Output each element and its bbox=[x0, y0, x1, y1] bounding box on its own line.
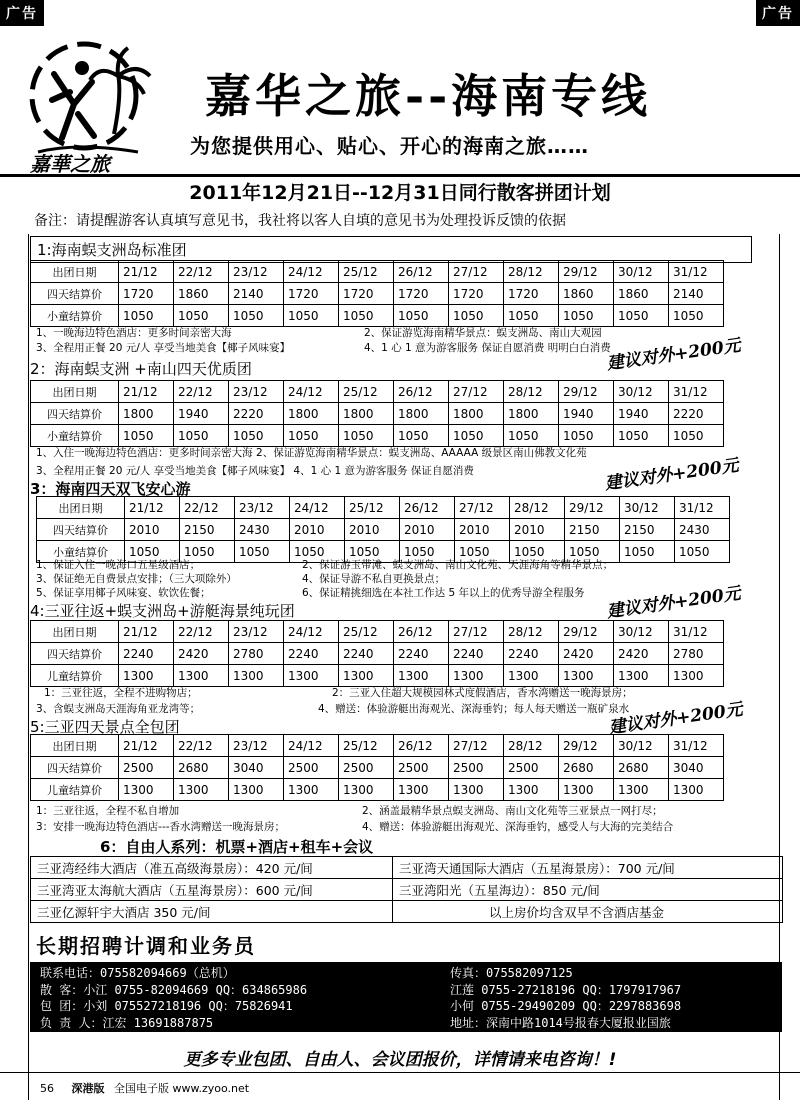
table-cell: 1720 bbox=[394, 283, 449, 305]
table-cell: 1050 bbox=[394, 305, 449, 327]
table-cell: 2500 bbox=[339, 757, 394, 779]
table-cell: 2420 bbox=[614, 643, 669, 665]
table-cell: 23/12 bbox=[229, 381, 284, 403]
table-cell: 1050 bbox=[339, 425, 394, 447]
table-cell: 1050 bbox=[449, 305, 504, 327]
row-header: 出团日期 bbox=[31, 261, 119, 283]
table-cell: 1050 bbox=[559, 425, 614, 447]
table-cell: 1300 bbox=[559, 779, 614, 801]
price-table-2 bbox=[30, 380, 724, 447]
table-cell: 23/12 bbox=[229, 621, 284, 643]
table-cell: 1300 bbox=[449, 779, 504, 801]
table-cell: 29/12 bbox=[559, 261, 614, 283]
table-cell: 2010 bbox=[125, 519, 180, 541]
section-4-note: 4、赠送：体验游艇出海观光、深海垂钓；每人每天赠送一瓶矿泉水 bbox=[318, 703, 630, 715]
table-cell: 2420 bbox=[174, 643, 229, 665]
table-cell: 1050 bbox=[675, 541, 730, 563]
table-cell: 1050 bbox=[284, 425, 339, 447]
section-2-note: 3、全程用正餐 20 元/人 享受当地美食【椰子风味宴】 4、1 心 1 意为游客服务 保证自愿消费 bbox=[36, 465, 474, 477]
footer-cta: 更多专业包团、自由人、会议团报价，详情请来电咨询！! bbox=[183, 1050, 617, 1070]
table-cell: 2780 bbox=[669, 643, 724, 665]
table-cell: 28/12 bbox=[504, 735, 559, 757]
table-cell: 1050 bbox=[559, 305, 614, 327]
row-header: 出团日期 bbox=[31, 621, 119, 643]
table-cell: 30/12 bbox=[614, 621, 669, 643]
table-cell: 2010 bbox=[455, 519, 510, 541]
price-row bbox=[37, 519, 730, 541]
hotel-cell: 三亚湾经纬大酒店（准五高级海景房）：420 元/间 bbox=[31, 857, 393, 879]
table-cell: 27/12 bbox=[449, 621, 504, 643]
section-6-title: 6：自由人系列：机票+酒店+租车+会议 bbox=[100, 838, 374, 856]
row-header: 四天结算价 bbox=[31, 643, 119, 665]
table-cell: 26/12 bbox=[394, 621, 449, 643]
page-number: 56 bbox=[40, 1082, 54, 1095]
table-cell: 2680 bbox=[174, 757, 229, 779]
hotel-row bbox=[31, 901, 783, 923]
price-table-5 bbox=[30, 734, 724, 801]
contact-left: 散 客：小江 0755-82094669 QQ：634865986 bbox=[40, 982, 308, 997]
table-cell: 28/12 bbox=[504, 621, 559, 643]
section-3-note: 2、保证游玉带滩、蜈支洲岛、南山文化苑、天涯海角等精华景点； bbox=[302, 559, 614, 571]
table-cell: 21/12 bbox=[125, 497, 180, 519]
table-cell: 24/12 bbox=[284, 621, 339, 643]
table-cell: 1050 bbox=[119, 305, 174, 327]
contact-row bbox=[40, 997, 772, 1014]
section-1-note: 4、1 心 1 意为游客服务 保证自愿消费 明明白白消费 bbox=[364, 342, 611, 354]
table-cell: 1050 bbox=[174, 425, 229, 447]
table-cell: 30/12 bbox=[614, 261, 669, 283]
table-cell: 1940 bbox=[614, 403, 669, 425]
table-cell: 1300 bbox=[174, 779, 229, 801]
contact-row bbox=[40, 981, 772, 998]
contact-right: 地址：深南中路1014号报春大厦报业国旅 bbox=[450, 1015, 671, 1030]
plan-title: 2011年12月21日--12月31日同行散客拼团计划 bbox=[189, 182, 611, 204]
table-cell: 1300 bbox=[284, 665, 339, 687]
table-cell: 2010 bbox=[290, 519, 345, 541]
row-header: 出团日期 bbox=[31, 381, 119, 403]
contact-right: 江莲 0755-27218196 QQ：1797917967 bbox=[450, 982, 682, 997]
table-cell: 1300 bbox=[394, 779, 449, 801]
hotel-row bbox=[31, 879, 783, 901]
page-subtitle: 为您提供用心、贴心、开心的海南之旅…… bbox=[190, 134, 589, 158]
table-cell: 26/12 bbox=[394, 381, 449, 403]
contact-row bbox=[40, 1014, 772, 1031]
section-3-title: 3：海南四天双飞安心游 bbox=[30, 480, 191, 498]
table-cell: 1800 bbox=[119, 403, 174, 425]
table-cell: 24/12 bbox=[284, 735, 339, 757]
table-cell: 1860 bbox=[614, 283, 669, 305]
table-cell: 1300 bbox=[559, 665, 614, 687]
section-5-note: 2、涵盖最精华景点蜈支洲岛、南山文化苑等三亚景点一网打尽； bbox=[362, 805, 663, 817]
table-cell: 1720 bbox=[284, 283, 339, 305]
table-cell: 2150 bbox=[565, 519, 620, 541]
table-cell: 1860 bbox=[559, 283, 614, 305]
table-cell: 1050 bbox=[614, 305, 669, 327]
table-cell: 1300 bbox=[449, 665, 504, 687]
table-cell: 1050 bbox=[504, 425, 559, 447]
date-row bbox=[31, 735, 724, 757]
ad-tag-right: 广告 bbox=[756, 0, 800, 26]
table-cell: 21/12 bbox=[119, 735, 174, 757]
table-cell: 2010 bbox=[345, 519, 400, 541]
table-cell: 2430 bbox=[675, 519, 730, 541]
table-cell: 2010 bbox=[510, 519, 565, 541]
hotel-table bbox=[30, 856, 783, 923]
price-stamp: 建议对外+200元 bbox=[607, 699, 744, 739]
section-5-note: 3：安排一晚海边特色酒店---香水湾赠送一晚海景房； bbox=[36, 821, 286, 833]
table-cell: 2780 bbox=[229, 643, 284, 665]
table-cell: 29/12 bbox=[559, 621, 614, 643]
table-cell: 1300 bbox=[614, 779, 669, 801]
price-row bbox=[31, 283, 724, 305]
table-cell: 28/12 bbox=[504, 381, 559, 403]
table-cell: 30/12 bbox=[614, 381, 669, 403]
table-cell: 22/12 bbox=[174, 735, 229, 757]
table-cell: 1800 bbox=[394, 403, 449, 425]
page-title: 嘉华之旅--海南专线 bbox=[205, 69, 652, 123]
table-cell: 1050 bbox=[174, 305, 229, 327]
table-cell: 31/12 bbox=[669, 381, 724, 403]
contact-row bbox=[40, 964, 772, 981]
table-cell: 1050 bbox=[449, 425, 504, 447]
table-cell: 1940 bbox=[559, 403, 614, 425]
page-footer bbox=[40, 1080, 249, 1096]
table-cell: 26/12 bbox=[400, 497, 455, 519]
section-5-title: 5:三亚四天景点全包团 bbox=[30, 718, 180, 736]
date-row bbox=[37, 497, 730, 519]
table-cell: 2240 bbox=[449, 643, 504, 665]
table-cell: 1050 bbox=[614, 425, 669, 447]
table-cell: 1050 bbox=[235, 541, 290, 563]
table-cell: 3040 bbox=[229, 757, 284, 779]
table-cell: 2500 bbox=[504, 757, 559, 779]
hotel-cell: 三亚湾阳光（五星海边）：850 元/间 bbox=[393, 879, 783, 901]
table-cell: 1050 bbox=[125, 541, 180, 563]
complaint-note: 备注：请提醒游客认真填写意见书，我社将以客人自填的意见书为处理投诉反馈的依据 bbox=[34, 213, 566, 229]
hotel-cell: 三亚湾亚太海航大酒店（五星海景房）：600 元/间 bbox=[31, 879, 393, 901]
table-cell: 23/12 bbox=[229, 735, 284, 757]
website-link[interactable]: 全国电子版 www.zyoo.net bbox=[114, 1082, 250, 1095]
table-cell: 31/12 bbox=[669, 735, 724, 757]
table-cell: 31/12 bbox=[675, 497, 730, 519]
table-cell: 1050 bbox=[510, 541, 565, 563]
table-cell: 1050 bbox=[669, 425, 724, 447]
table-cell: 25/12 bbox=[339, 261, 394, 283]
table-cell: 24/12 bbox=[284, 381, 339, 403]
table-cell: 30/12 bbox=[614, 735, 669, 757]
row-header: 小童结算价 bbox=[31, 305, 119, 327]
table-cell: 2680 bbox=[559, 757, 614, 779]
table-cell: 2240 bbox=[119, 643, 174, 665]
table-cell: 26/12 bbox=[394, 261, 449, 283]
table-cell: 24/12 bbox=[284, 261, 339, 283]
price-stamp: 建议对外+200元 bbox=[603, 455, 740, 495]
table-cell: 1300 bbox=[339, 665, 394, 687]
table-cell: 1300 bbox=[614, 665, 669, 687]
table-cell: 1940 bbox=[174, 403, 229, 425]
table-cell: 1300 bbox=[669, 779, 724, 801]
table-cell: 2240 bbox=[339, 643, 394, 665]
table-cell: 22/12 bbox=[180, 497, 235, 519]
contact-left: 包 团：小刘 075527218196 QQ：75826941 bbox=[40, 999, 293, 1013]
price-table-4 bbox=[30, 620, 724, 687]
table-cell: 29/12 bbox=[565, 497, 620, 519]
table-cell: 1300 bbox=[284, 779, 339, 801]
section-5-note: 4、赠送：体验游艇出海观光、深海垂钓，感受人与大海的完美结合 bbox=[362, 821, 674, 833]
contact-right: 传真：075582097125 bbox=[450, 966, 573, 980]
row-header: 四天结算价 bbox=[31, 757, 119, 779]
table-cell: 2680 bbox=[614, 757, 669, 779]
contact-left: 负 责 人：江宏 13691887875 bbox=[40, 1015, 214, 1030]
section-2-note: 1、入住一晚海边特色酒店：更多时间亲密大海 2、保证游览海南精华景点：蜈支洲岛、AAAAA 级景区南山佛教文化苑 bbox=[36, 447, 587, 459]
date-row bbox=[31, 381, 724, 403]
table-cell: 2150 bbox=[620, 519, 675, 541]
table-cell: 2500 bbox=[119, 757, 174, 779]
section-3-note: 1、保证入住一晚海口五星级酒店； bbox=[36, 559, 201, 571]
row-header: 儿童结算价 bbox=[31, 665, 119, 687]
contact-right: 小何 0755-29490209 QQ：2297883698 bbox=[450, 999, 682, 1013]
price-stamp: 建议对外+200元 bbox=[605, 335, 742, 375]
price-row bbox=[31, 757, 724, 779]
table-cell: 1860 bbox=[174, 283, 229, 305]
row-header: 四天结算价 bbox=[31, 403, 119, 425]
table-cell: 1050 bbox=[400, 541, 455, 563]
table-cell: 2500 bbox=[394, 757, 449, 779]
row-header: 四天结算价 bbox=[37, 519, 125, 541]
ad-tag-left: 广告 bbox=[0, 0, 44, 26]
row-header: 四天结算价 bbox=[31, 283, 119, 305]
section-4-title: 4:三亚往返+蜈支洲岛+游艇海景纯玩团 bbox=[30, 602, 295, 620]
table-cell: 2420 bbox=[559, 643, 614, 665]
table-cell: 21/12 bbox=[119, 261, 174, 283]
table-cell: 1050 bbox=[229, 305, 284, 327]
section-3-note: 4、保证导游不私自更换景点； bbox=[302, 573, 446, 585]
table-cell: 2140 bbox=[669, 283, 724, 305]
row-header: 小童结算价 bbox=[31, 425, 119, 447]
table-cell: 2140 bbox=[229, 283, 284, 305]
table-cell: 1050 bbox=[669, 305, 724, 327]
table-cell: 1050 bbox=[504, 305, 559, 327]
contact-box bbox=[30, 962, 782, 1032]
table-cell: 21/12 bbox=[119, 381, 174, 403]
table-cell: 29/12 bbox=[559, 735, 614, 757]
table-cell: 1050 bbox=[284, 305, 339, 327]
table-cell: 1720 bbox=[449, 283, 504, 305]
price-row bbox=[31, 779, 724, 801]
section-3-note: 3、保证绝无自费景点安排；（三大项除外） bbox=[36, 573, 237, 585]
hotel-row bbox=[31, 857, 783, 879]
table-cell: 1300 bbox=[339, 779, 394, 801]
section-1-title: 1:海南蜈支洲岛标准团 bbox=[30, 236, 752, 263]
table-cell: 1800 bbox=[284, 403, 339, 425]
row-header: 出团日期 bbox=[37, 497, 125, 519]
table-cell: 27/12 bbox=[455, 497, 510, 519]
table-cell: 2240 bbox=[394, 643, 449, 665]
section-4-note: 1：三亚往返，全程不进购物店； bbox=[44, 687, 198, 699]
table-cell: 24/12 bbox=[290, 497, 345, 519]
table-cell: 28/12 bbox=[510, 497, 565, 519]
table-cell: 25/12 bbox=[339, 381, 394, 403]
table-cell: 2220 bbox=[669, 403, 724, 425]
table-cell: 3040 bbox=[669, 757, 724, 779]
table-cell: 2010 bbox=[400, 519, 455, 541]
row-header: 出团日期 bbox=[31, 735, 119, 757]
table-cell: 31/12 bbox=[669, 261, 724, 283]
table-cell: 25/12 bbox=[345, 497, 400, 519]
table-cell: 23/12 bbox=[235, 497, 290, 519]
table-cell: 1050 bbox=[180, 541, 235, 563]
table-cell: 1050 bbox=[455, 541, 510, 563]
hotel-cell: 三亚湾天通国际大酒店（五星海景房）：700 元/间 bbox=[393, 857, 783, 879]
section-1-note: 2、保证游览海南精华景点：蜈支洲岛、南山大观园 bbox=[364, 327, 602, 339]
row-header: 儿童结算价 bbox=[31, 779, 119, 801]
table-cell: 1050 bbox=[394, 425, 449, 447]
table-cell: 1300 bbox=[669, 665, 724, 687]
table-cell: 1720 bbox=[339, 283, 394, 305]
table-cell: 2240 bbox=[504, 643, 559, 665]
price-row bbox=[31, 425, 724, 447]
row-header: 小童结算价 bbox=[37, 541, 125, 563]
table-cell: 1050 bbox=[229, 425, 284, 447]
table-cell: 1800 bbox=[449, 403, 504, 425]
table-cell: 28/12 bbox=[504, 261, 559, 283]
table-cell: 2150 bbox=[180, 519, 235, 541]
table-cell: 22/12 bbox=[174, 381, 229, 403]
logo-text: 嘉華之旅 bbox=[30, 152, 110, 176]
table-cell: 2500 bbox=[449, 757, 504, 779]
section-4-note: 3、含蜈支洲岛天涯海角亚龙湾等； bbox=[36, 703, 201, 715]
edition-label: 深港版 bbox=[71, 1082, 105, 1095]
price-table-3 bbox=[36, 496, 730, 563]
table-cell: 1050 bbox=[565, 541, 620, 563]
table-cell: 1300 bbox=[394, 665, 449, 687]
section-2-title: 2：海南蜈支洲 +南山四天优质团 bbox=[30, 360, 252, 378]
section-4-note: 2：三亚入住超大规模园林式度假酒店，香水湾赠送一晚海景房； bbox=[332, 687, 633, 699]
table-cell: 1800 bbox=[339, 403, 394, 425]
footer-divider bbox=[0, 1072, 800, 1073]
table-cell: 1300 bbox=[229, 665, 284, 687]
table-cell: 1300 bbox=[504, 779, 559, 801]
price-row bbox=[31, 643, 724, 665]
table-cell: 1300 bbox=[504, 665, 559, 687]
table-cell: 1720 bbox=[119, 283, 174, 305]
price-row bbox=[31, 305, 724, 327]
table-cell: 30/12 bbox=[620, 497, 675, 519]
table-cell: 1300 bbox=[229, 779, 284, 801]
section-1-note: 1、一晚海边特色酒店：更多时间亲密大海 bbox=[36, 327, 232, 339]
table-cell: 25/12 bbox=[339, 621, 394, 643]
table-cell: 1300 bbox=[119, 779, 174, 801]
header-divider bbox=[0, 174, 800, 177]
table-cell: 1050 bbox=[345, 541, 400, 563]
table-cell: 1050 bbox=[290, 541, 345, 563]
table-cell: 2240 bbox=[284, 643, 339, 665]
table-cell: 29/12 bbox=[559, 381, 614, 403]
section-3-note: 5、保证享用椰子风味宴、软饮佐餐； bbox=[36, 587, 211, 599]
table-cell: 2220 bbox=[229, 403, 284, 425]
table-cell: 26/12 bbox=[394, 735, 449, 757]
table-cell: 23/12 bbox=[229, 261, 284, 283]
table-cell: 27/12 bbox=[449, 261, 504, 283]
section-5-note: 1：三亚往返，全程不私自增加 bbox=[36, 805, 180, 817]
table-cell: 2500 bbox=[284, 757, 339, 779]
table-cell: 21/12 bbox=[119, 621, 174, 643]
table-cell: 27/12 bbox=[449, 735, 504, 757]
table-cell: 25/12 bbox=[339, 735, 394, 757]
table-cell: 1050 bbox=[339, 305, 394, 327]
price-row bbox=[31, 665, 724, 687]
table-cell: 1050 bbox=[119, 425, 174, 447]
contact-left: 联系电话：075582094669（总机） bbox=[40, 966, 235, 980]
table-cell: 1050 bbox=[620, 541, 675, 563]
table-cell: 27/12 bbox=[449, 381, 504, 403]
table-cell: 1300 bbox=[119, 665, 174, 687]
table-cell: 1300 bbox=[174, 665, 229, 687]
table-cell: 22/12 bbox=[174, 261, 229, 283]
date-row bbox=[31, 621, 724, 643]
hotel-cell: 三亚亿源轩宇大酒店 350 元/间 bbox=[31, 901, 393, 923]
table-cell: 1720 bbox=[504, 283, 559, 305]
recruit-banner: 长期招聘计调和业务员 bbox=[36, 934, 256, 958]
hotel-cell: 以上房价均含双早不含酒店基金 bbox=[393, 901, 783, 923]
table-cell: 31/12 bbox=[669, 621, 724, 643]
date-row bbox=[31, 261, 724, 283]
price-stamp: 建议对外+200元 bbox=[605, 583, 742, 623]
price-row bbox=[31, 403, 724, 425]
table-cell: 1800 bbox=[504, 403, 559, 425]
table-cell: 2430 bbox=[235, 519, 290, 541]
table-cell: 22/12 bbox=[174, 621, 229, 643]
section-1-note: 3、全程用正餐 20 元/人 享受当地美食【椰子风味宴】 bbox=[36, 342, 291, 354]
price-table-1 bbox=[30, 260, 724, 327]
section-3-note: 6、保证精挑细选在本社工作达 5 年以上的优秀导游全程服务 bbox=[302, 587, 585, 599]
